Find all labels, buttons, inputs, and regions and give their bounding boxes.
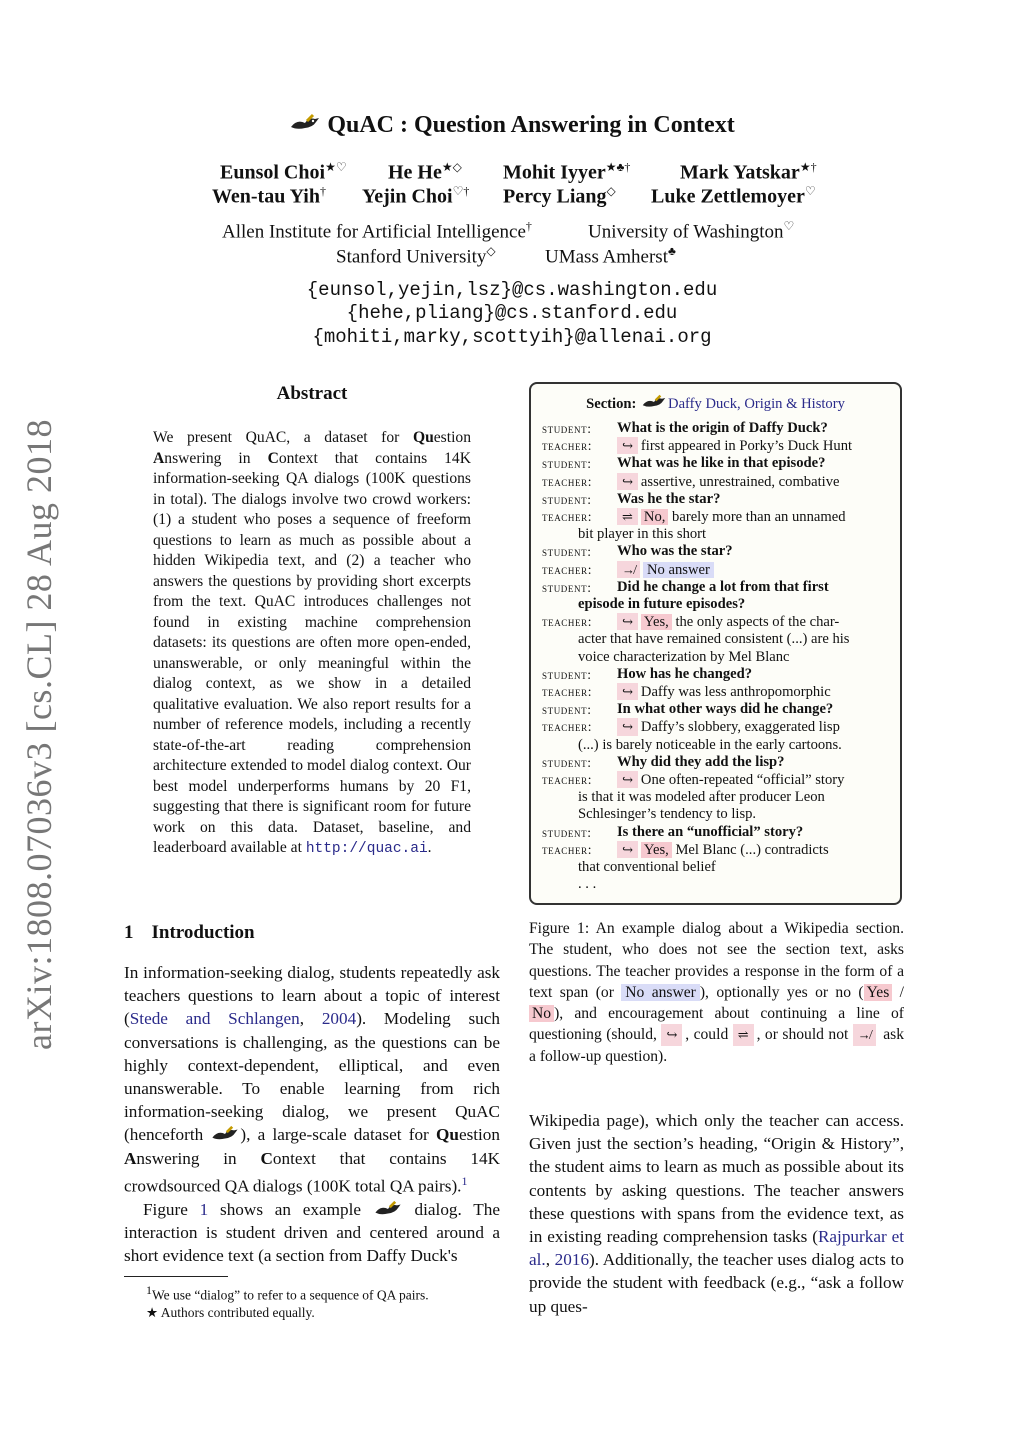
email-line: {mohiti,marky,scottyih}@allenai.org xyxy=(312,326,712,348)
title-text: QuAC : Question Answering in Context xyxy=(327,112,735,138)
citation-link[interactable]: Rajpurkar et al., 2016 xyxy=(529,1227,904,1270)
should-follow-up-icon: ↪ xyxy=(617,473,638,490)
teacher-turn: teacher: ↪ Yes, Mel Blanc (...) contradicts xyxy=(542,841,829,858)
should-follow-up-icon: ↪ xyxy=(617,841,638,858)
author: Mohit Iyyer★♣† xyxy=(503,160,631,184)
author-list xyxy=(0,160,1024,210)
figure-dialog-box xyxy=(529,382,902,905)
arxiv-identifier: arXiv:1808.07036v3 [cs.CL] 28 Aug 2018 xyxy=(19,419,59,1050)
duck-logo-icon xyxy=(289,113,321,140)
dialog-transcript: student: What is the origin of Daffy Duck? teacher: ↪ first appeared in Porky’s Duck Hunt student: What was he like in that episode? teacher: ↪ assertive, unrestrained, combative student: Was he the star? teacher: ⇌ No, barely more than an unnamed bit player in this short student: Who was the star? teacher: ↛ No answer student: Did he change a lot from that first episode in future episodes? teacher: ↪ Yes, the only aspects of the char- acter that have remained consistent (...) are his voice characterization by Mel Blanc student: How has he changed? teacher: ↪ Daffy was less anthropomorphic student: In what other ways did he change? teacher: ↪ Daffy’s slobbery, exaggerated lisp (...) is barely noticeable in the early cartoons. student: Why did they add the lisp? teacher: ↪ One often-repeated “official” story is that it was modeled after producer Leon Schlesinger’s tendency to lisp. student: Is there an “unofficial” story? teacher: ↪ Yes, Mel Blanc (...) contradicts that conventional belief . . . xyxy=(542,420,889,893)
abstract-heading: Abstract xyxy=(276,383,348,404)
citation-link[interactable]: Stede and Schlangen, 2004 xyxy=(129,1009,357,1029)
should-follow-up-icon: ↪ xyxy=(661,1024,682,1045)
duck-icon xyxy=(373,1200,403,1219)
should-follow-up-icon: ↪ xyxy=(617,771,638,788)
student-turn: student: What was he like in that episode? xyxy=(542,455,826,472)
teacher-turn: teacher: ↛ No answer xyxy=(542,561,889,579)
figure-ref[interactable]: 1 xyxy=(199,1199,209,1219)
student-turn: student: Is there an “unofficial” story? xyxy=(542,823,804,840)
right-column-text: Wikipedia page), which only the teacher can access. Given just the section’s heading, “Origin & History”, the student aims to learn as much as possible about its contents by asking questions. The teacher answers these questions with spans from the evidence text, as in existing reading comprehension tasks (Rajpurkar et al., 2016). Additionally, the teacher uses dialog acts to provide the student with feedback (e.g., “ask a follow up ques- xyxy=(529,1111,904,1316)
teacher-turn: teacher: ⇌ No, barely more than an unnamed xyxy=(542,509,846,526)
author: Wen-tau Yih† xyxy=(212,184,326,208)
teacher-turn: teacher: ↪ assertive, unrestrained, combative xyxy=(542,473,840,490)
affiliation: Allen Institute for Artificial Intelligence† xyxy=(222,219,532,243)
should-not-follow-up-icon: ↛ xyxy=(617,561,640,578)
author: Yejin Choi♡† xyxy=(362,184,470,208)
should-not-follow-up-icon: ↛ xyxy=(853,1024,876,1045)
student-turn: student: Who was the star? xyxy=(542,543,733,560)
author: Eunsol Choi★♡ xyxy=(220,160,347,184)
affiliation: University of Washington♡ xyxy=(588,219,795,243)
affiliation: Stanford University◇ xyxy=(336,244,496,268)
student-turn: student: Was he the star? xyxy=(542,490,721,507)
author: Luke Zettlemoyer♡ xyxy=(651,184,816,208)
teacher-turn: teacher: ↪ Daffy’s slobbery, exaggerated lisp xyxy=(542,719,840,736)
quac-link[interactable]: http://quac.ai xyxy=(305,841,428,857)
author: Percy Liang◇ xyxy=(503,184,616,208)
teacher-turn: teacher: ↪ Daffy was less anthropomorphic xyxy=(542,684,831,701)
should-follow-up-icon: ↪ xyxy=(617,613,638,630)
should-follow-up-icon: ↪ xyxy=(617,683,638,700)
teacher-turn: teacher: ↪ first appeared in Porky’s Duck Hunt xyxy=(542,438,853,455)
student-turn: student: Did he change a lot from that first xyxy=(542,578,829,595)
should-follow-up-icon: ↪ xyxy=(617,437,638,454)
footnote-divider xyxy=(124,1276,228,1277)
affiliation: UMass Amherst♣ xyxy=(545,244,676,268)
could-follow-up-icon: ⇌ xyxy=(617,508,638,525)
teacher-turn: teacher: ↪ One often-repeated “official” story xyxy=(542,772,845,789)
author: Mark Yatskar★† xyxy=(680,160,817,184)
email-line: {eunsol,yejin,lsz}@cs.washington.edu xyxy=(306,279,718,301)
author: He He★◇ xyxy=(388,160,462,184)
student-turn: student: What is the origin of Daffy Duck? xyxy=(542,420,828,436)
section-heading: 1 Introduction xyxy=(124,922,255,943)
teacher-turn: teacher: ↪ Yes, the only aspects of the char- xyxy=(542,614,840,631)
figure-section-header: Section: Daffy Duck, Origin & History xyxy=(586,396,845,412)
could-follow-up-icon: ⇌ xyxy=(733,1024,754,1045)
student-turn: student: Why did they add the lisp? xyxy=(542,753,785,770)
student-turn: student: How has he changed? xyxy=(542,665,753,682)
duck-icon xyxy=(210,1125,240,1144)
footnote-ref[interactable]: 1 xyxy=(461,1173,468,1188)
abstract-body: We present QuAC, a dataset for Question Answering in Context that contains 14K information-seeking QA dialogs (100K questions in total). The dialogs involve two crowd workers: (1) a student who poses a sequence of freeform questions to learn as much as possible about a hidden Wikipedia text, and (2) a teacher who answers the questions by providing short excerpts from the text. QuAC introduces challenges not found in existing machine comprehension datasets: its questions are often more open-ended, unanswerable, or only meaningful within the dialog context, as we show in a detailed qualitative evaluation. We also report results for a number of reference models, including a recently state-of-the-art reading comprehension architecture extended to model dialog context. Our best model underperforms humans by 20 F1, suggesting that there is significant room for future work on this data. Dataset, baseline, and leaderboard available at http://quac.ai. xyxy=(153,429,471,857)
student-turn: student: In what other ways did he change? xyxy=(542,701,834,718)
email-line: {hehe,pliang}@cs.stanford.edu xyxy=(346,302,678,324)
duck-icon xyxy=(640,396,668,412)
paper-title xyxy=(0,112,1024,140)
figure-caption: Figure 1: An example dialog about a Wikipedia section. The student, who does not see the section text, asks questions. The teacher provides a response in the form of a text span (or No answer ), optionally yes or no ( Yes / No ), and encouragement about continuing a line of questioning (should, ↪ , could ⇌ , or should not ↛ ask a follow-up question). xyxy=(529,920,905,1065)
intro-text: In information-seeking dialog, students repeatedly ask teachers questions to learn about a topic of interest (Stede and Schlangen, 2004). Modeling such conversations is challenging, as the questions can be highly context-dependent, elliptical, and even unanswerable. To enable learning from rich information-seeking dialog, we present QuAC (henceforth ), a large-scale dataset for Question Answering in Context that contains 14K crowdsourced QA dialogs (100K total QA pairs).$^1$ Figure 1 shows an example dialog. The interaction is student driven and centered around a short evidence text (a section from Daffy Duck's xyxy=(124,963,501,1266)
should-follow-up-icon: ↪ xyxy=(617,718,638,735)
footnotes: $^1$We use “dialog” to refer to a sequence of QA pairs. ★ Authors contributed equally. xyxy=(146,1283,429,1320)
